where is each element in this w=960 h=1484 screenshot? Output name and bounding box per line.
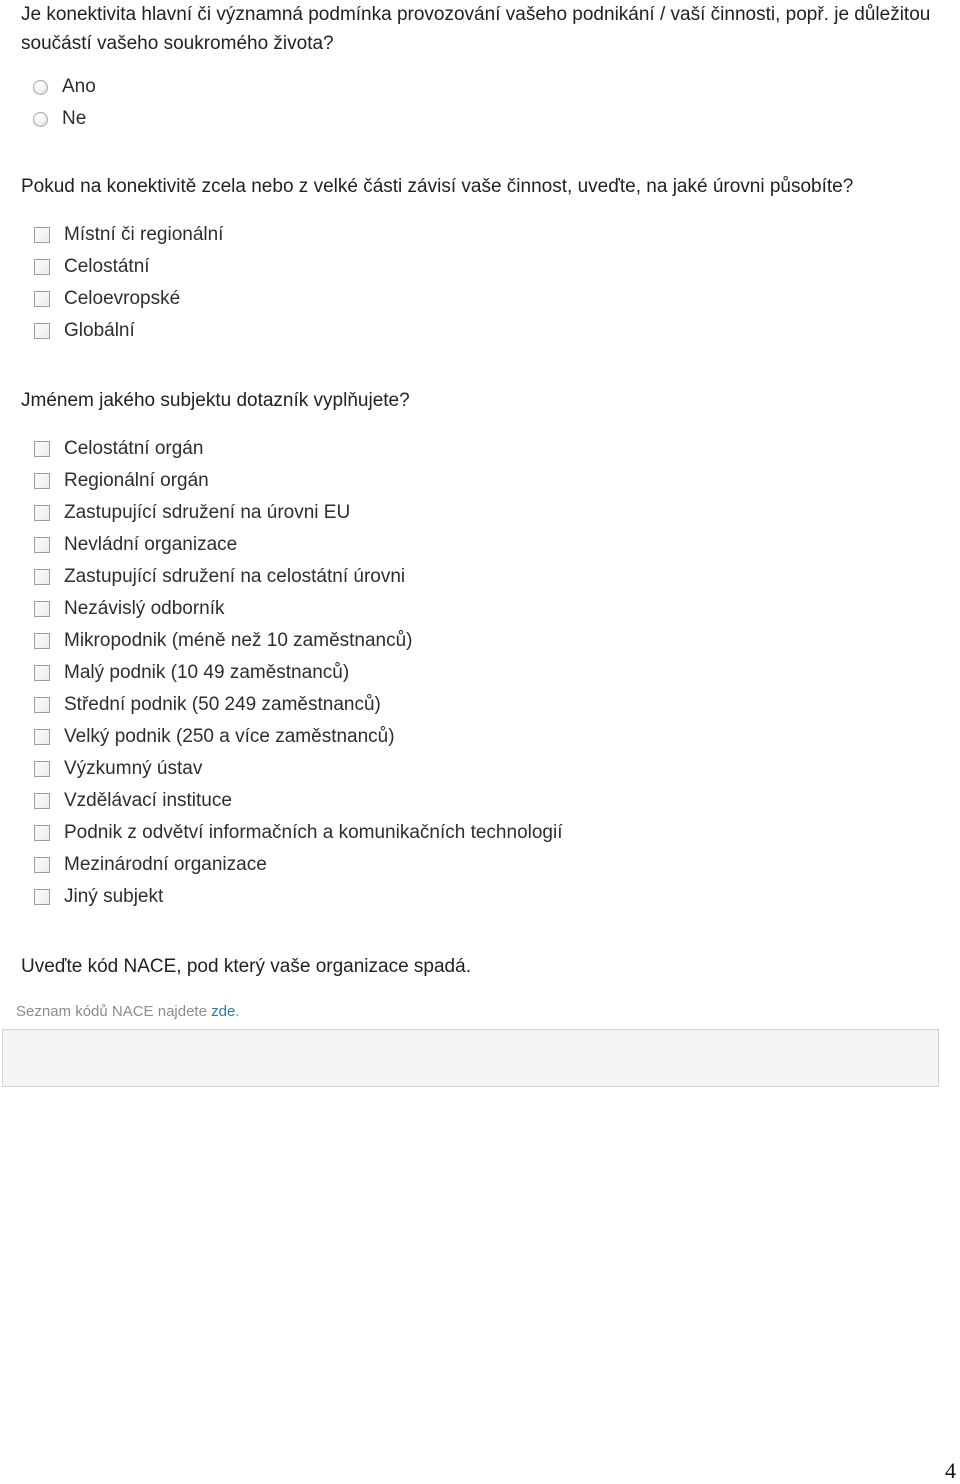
checkbox[interactable]: [34, 761, 50, 777]
checkbox[interactable]: [34, 537, 50, 553]
checkbox[interactable]: [34, 729, 50, 745]
page-number: 4: [945, 1458, 956, 1483]
option-national[interactable]: [33, 251, 223, 283]
checkbox[interactable]: [34, 697, 50, 713]
radio-button[interactable]: [33, 112, 48, 127]
option-label: Vzdělávací instituce: [64, 790, 232, 811]
option-label: Celostátní orgán: [64, 438, 204, 459]
checkbox[interactable]: [34, 259, 50, 275]
option-subject[interactable]: [33, 529, 563, 561]
checkbox[interactable]: [34, 323, 50, 339]
option-label: Celoevropské: [64, 288, 181, 309]
hint-text: Seznam kódů NACE najdete: [16, 1003, 212, 1020]
checkbox[interactable]: [34, 601, 50, 617]
nace-answer-field[interactable]: [2, 1029, 939, 1087]
option-label: Místní či regionální: [64, 224, 224, 245]
option-subject[interactable]: [33, 497, 563, 529]
level-options: [33, 219, 223, 347]
checkbox[interactable]: [34, 569, 50, 585]
option-global[interactable]: [33, 315, 223, 347]
option-label: Mikropodnik (méně než 10 zaměstnanců): [64, 630, 413, 651]
checkbox[interactable]: [34, 441, 50, 457]
option-subject[interactable]: [33, 689, 563, 721]
option-label: Podnik z odvětví informačních a komunikačních technologií: [64, 822, 563, 843]
option-subject[interactable]: [33, 625, 563, 657]
option-label: Výzkumný ústav: [64, 758, 203, 779]
option-label: Zastupující sdružení na celostátní úrovni: [64, 566, 406, 587]
option-subject[interactable]: [33, 593, 563, 625]
radio-button[interactable]: [33, 80, 48, 95]
option-subject[interactable]: [33, 849, 563, 881]
option-subject[interactable]: [33, 465, 563, 497]
checkbox[interactable]: [34, 473, 50, 489]
checkbox[interactable]: [34, 889, 50, 905]
option-subject[interactable]: [33, 561, 563, 593]
nace-hint: [16, 1003, 239, 1020]
question-level: Pokud na konektivitě zcela nebo z velké části závisí vaše činnost, uveďte, na jaké úrovni působíte?: [21, 176, 854, 197]
question-connectivity: Je konektivita hlavní či významná podmínka provozování vašeho podnikání / vaší činnosti, popř. je důležitou součástí vašeho soukromého života?: [21, 4, 931, 54]
option-ne[interactable]: [33, 103, 96, 135]
option-label: Nezávislý odborník: [64, 598, 225, 619]
option-ano[interactable]: [33, 71, 96, 103]
option-label: Ano: [62, 76, 96, 97]
option-subject[interactable]: [33, 817, 563, 849]
hint-suffix: .: [235, 1003, 240, 1020]
checkbox[interactable]: [34, 665, 50, 681]
option-subject[interactable]: [33, 657, 563, 689]
checkbox[interactable]: [34, 825, 50, 841]
option-label: Ne: [62, 108, 87, 129]
checkbox[interactable]: [34, 291, 50, 307]
option-subject[interactable]: [33, 433, 563, 465]
option-label: Velký podnik (250 a více zaměstnanců): [64, 726, 395, 747]
question-subject: Jménem jakého subjektu dotazník vyplňujete?: [21, 390, 410, 411]
option-label: Střední podnik (50 249 zaměstnanců): [64, 694, 381, 715]
option-label: Jiný subjekt: [64, 886, 164, 907]
option-label: Zastupující sdružení na úrovni EU: [64, 502, 351, 523]
checkbox[interactable]: [34, 227, 50, 243]
option-subject[interactable]: [33, 753, 563, 785]
option-subject[interactable]: [33, 721, 563, 753]
option-label: Malý podnik (10 49 zaměstnanců): [64, 662, 350, 683]
checkbox[interactable]: [34, 633, 50, 649]
question-nace: Uveďte kód NACE, pod který vaše organizace spadá.: [21, 956, 471, 977]
subject-options: [33, 433, 563, 913]
option-label: Mezinárodní organizace: [64, 854, 267, 875]
option-label: Globální: [64, 320, 135, 341]
option-label: Nevládní organizace: [64, 534, 238, 555]
checkbox[interactable]: [34, 857, 50, 873]
option-european[interactable]: [33, 283, 223, 315]
option-local[interactable]: [33, 219, 223, 251]
checkbox[interactable]: [34, 505, 50, 521]
option-subject[interactable]: [33, 785, 563, 817]
option-label: Celostátní: [64, 256, 150, 277]
connectivity-options: [33, 71, 96, 135]
option-label: Regionální orgán: [64, 470, 209, 491]
nace-link[interactable]: zde: [211, 1003, 236, 1020]
checkbox[interactable]: [34, 793, 50, 809]
option-subject[interactable]: [33, 881, 563, 913]
